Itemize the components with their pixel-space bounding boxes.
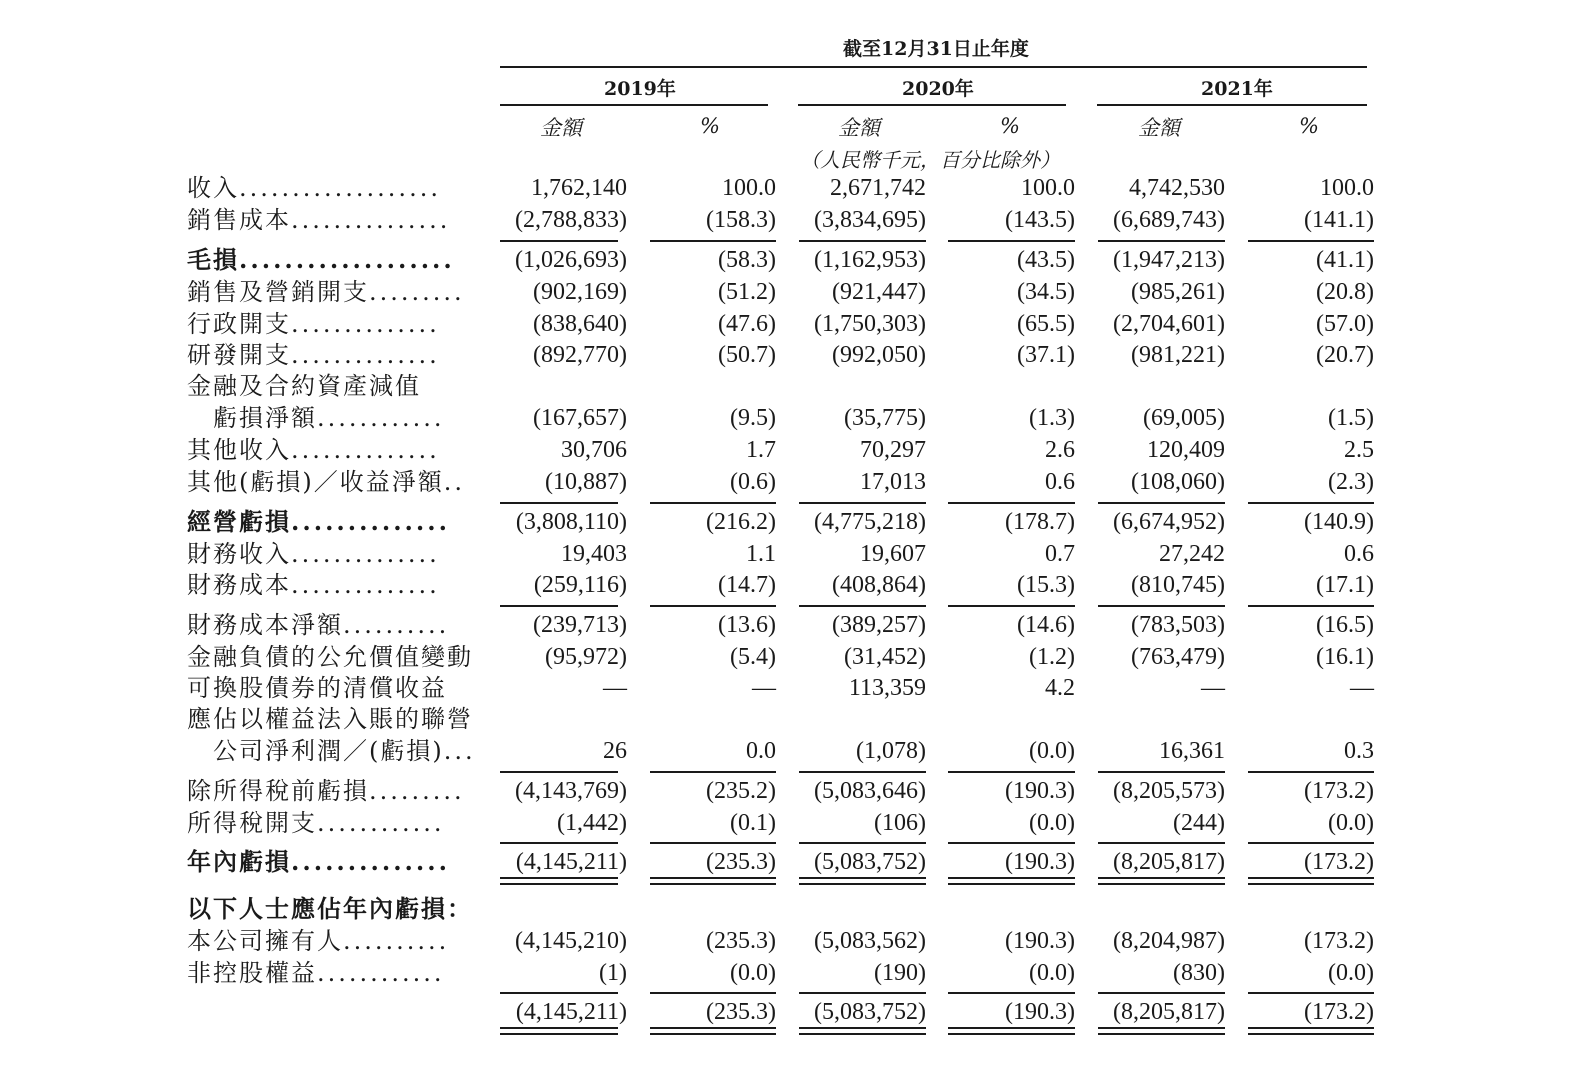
total-double-rule [500,1027,618,1035]
cell-amount-2020: (5,083,752) [814,849,926,875]
subtotal-rule [1098,502,1225,504]
cell-percent-2020: 100.0 [1021,175,1075,201]
row-label [187,172,441,204]
subtotal-rule [1098,842,1225,844]
total-double-rule [948,1027,1075,1035]
cell-amount-2019: (4,145,211) [515,999,627,1025]
row-label-text: 銷售成本 [187,206,291,234]
cell-amount-2019: (4,145,210) [515,928,627,954]
subtotal-rule [650,502,776,504]
cell-amount-2020: (4,775,218) [814,509,926,535]
cell-amount-2019: — [603,675,627,701]
cell-percent-2021: (141.1) [1304,207,1374,233]
cell-percent-2021: (0.0) [1328,810,1374,836]
row-label [187,339,440,371]
cell-percent-2019: 1.7 [746,437,776,463]
row-label-text: 應佔以權益法入賬的聯營 [187,705,473,733]
percent-header-2020: % [1000,114,1020,138]
cell-percent-2020: 4.2 [1045,675,1075,701]
row-label-text: 所得稅開支 [187,809,317,837]
cell-amount-2019: 26 [603,738,627,764]
cell-amount-2020: (5,083,646) [814,778,926,804]
cell-amount-2021: 27,242 [1159,541,1225,567]
cell-amount-2021: (69,005) [1143,405,1225,431]
cell-percent-2020: (34.5) [1017,279,1075,305]
cell-amount-2021: (2,704,601) [1113,311,1225,337]
subtotal-rule [799,992,926,994]
row-label [187,775,465,807]
cell-percent-2020: (0.0) [1029,738,1075,764]
subtotal-rule [500,992,618,994]
total-double-rule [650,877,776,885]
leader-dots: .......... [343,611,450,639]
amount-header-2019: 金額 [540,116,582,140]
leader-dots: .......... [343,927,450,955]
percent-header-2019: % [700,114,720,138]
row-label [187,846,450,878]
subtotal-rule [500,771,618,773]
cell-percent-2021: (57.0) [1316,311,1374,337]
cell-percent-2019: (0.6) [730,469,776,495]
cell-percent-2021: (140.9) [1304,509,1374,535]
row-label-text: 經營虧損 [187,507,291,536]
cell-amount-2019: 1,762,140 [531,175,627,201]
row-label-text: 其他收入 [187,436,291,464]
leader-dots: .............. [291,571,440,599]
cell-amount-2021: (8,204,987) [1113,928,1225,954]
total-double-rule [1248,1027,1374,1035]
cell-percent-2021: (20.7) [1316,342,1374,368]
cell-percent-2019: (235.3) [706,999,776,1025]
cell-percent-2019: (235.3) [706,849,776,875]
cell-amount-2019: (892,770) [533,342,627,368]
cell-amount-2021: (810,745) [1131,572,1225,598]
row-label-text: 毛損 [187,245,239,274]
cell-amount-2019: (3,808,110) [515,509,627,535]
cell-percent-2021: (20.8) [1316,279,1374,305]
leader-dots: ......... [369,278,465,306]
cell-percent-2019: (235.3) [706,928,776,954]
row-label [187,893,473,925]
subtotal-rule [500,605,618,607]
leader-dots: .............. [291,507,450,536]
cell-percent-2019: (9.5) [730,405,776,431]
cell-percent-2020: 2.6 [1045,437,1075,463]
cell-amount-2020: (5,083,752) [814,999,926,1025]
cell-amount-2019: (1,442) [557,810,627,836]
cell-amount-2021: (6,689,743) [1113,207,1225,233]
cell-amount-2020: (35,775) [844,405,926,431]
row-label [187,466,465,498]
row-label-text: 以下人士應佔年內虧損： [187,894,473,923]
leader-dots: .............. [291,436,440,464]
cell-amount-2019: (95,972) [545,644,627,670]
cell-percent-2019: 100.0 [722,175,776,201]
cell-amount-2020: (921,447) [832,279,926,305]
total-double-rule [799,877,926,885]
year-2021-rule [1097,104,1367,106]
cell-percent-2021: (173.2) [1304,778,1374,804]
cell-amount-2019: (838,640) [533,311,627,337]
cell-amount-2020: 17,013 [860,469,926,495]
cell-percent-2021: (41.1) [1316,247,1374,273]
subtotal-rule [1098,605,1225,607]
cell-percent-2020: (1.2) [1029,644,1075,670]
cell-percent-2021: (173.2) [1304,849,1374,875]
cell-percent-2021: (173.2) [1304,928,1374,954]
leader-dots: ................... [239,245,455,274]
row-label-text: 可換股債券的清償收益 [187,674,447,702]
row-label [187,538,440,570]
cell-percent-2019: (0.0) [730,960,776,986]
cell-percent-2020: (190.3) [1005,778,1075,804]
row-label-text: 行政開支 [187,310,291,338]
cell-percent-2020: (43.5) [1017,247,1075,273]
subtotal-rule [650,240,776,242]
subtotal-rule [500,842,618,844]
cell-percent-2020: (143.5) [1005,207,1075,233]
row-label [187,308,440,340]
cell-amount-2020: (106) [874,810,926,836]
subtotal-rule [948,502,1075,504]
cell-percent-2020: (14.6) [1017,612,1075,638]
cell-percent-2019: (5.4) [730,644,776,670]
total-double-rule [650,1027,776,1035]
leader-dots: .............. [291,847,450,876]
cell-amount-2021: (981,221) [1131,342,1225,368]
cell-amount-2019: (1) [599,960,627,986]
cell-amount-2020: (1,162,953) [814,247,926,273]
cell-percent-2021: — [1350,675,1374,701]
subtotal-rule [948,605,1075,607]
leader-dots: ................... [239,174,441,202]
cell-percent-2020: 0.6 [1045,469,1075,495]
cell-percent-2019: (50.7) [718,342,776,368]
cell-percent-2020: (0.0) [1029,960,1075,986]
cell-percent-2019: (58.3) [718,247,776,273]
cell-amount-2021: 120,409 [1147,437,1225,463]
subtotal-rule [799,842,926,844]
cell-amount-2021: 16,361 [1159,738,1225,764]
subtotal-rule [948,842,1075,844]
cell-percent-2020: (190.3) [1005,849,1075,875]
total-double-rule [1098,877,1225,885]
row-label [187,703,473,735]
cell-percent-2021: (16.1) [1316,644,1374,670]
subtotal-rule [1098,240,1225,242]
year-2021-heading: 2021年 [1201,78,1273,100]
cell-percent-2019: (51.2) [718,279,776,305]
subtotal-rule [1248,502,1374,504]
subtotal-rule [500,502,618,504]
row-label-text: 收入 [187,174,239,202]
cell-amount-2021: (830) [1173,960,1225,986]
cell-percent-2020: (190.3) [1005,928,1075,954]
cell-amount-2021: 4,742,530 [1129,175,1225,201]
row-label-text: 金融及合約資產減值 [187,372,421,400]
cell-percent-2021: 100.0 [1320,175,1374,201]
subtotal-rule [1098,771,1225,773]
year-2019-rule [500,104,768,106]
period-heading: 截至12月31日止年度 [843,38,1029,60]
cell-amount-2020: 113,359 [848,675,926,701]
percent-header-2021: % [1299,114,1319,138]
cell-amount-2020: 19,607 [860,541,926,567]
cell-amount-2021: (1,947,213) [1113,247,1225,273]
row-label [187,569,440,601]
row-label-text: 除所得稅前虧損 [187,777,369,805]
row-label-text: 非控股權益 [187,959,317,987]
cell-amount-2019: (2,788,833) [515,207,627,233]
row-label [187,204,450,236]
cell-amount-2020: (1,078) [856,738,926,764]
leader-dots: ............... [291,206,451,234]
cell-amount-2020: 2,671,742 [830,175,926,201]
cell-percent-2020: (190.3) [1005,999,1075,1025]
subtotal-rule [650,605,776,607]
total-double-rule [500,877,618,885]
cell-percent-2020: (65.5) [1017,311,1075,337]
cell-percent-2021: (173.2) [1304,999,1374,1025]
cell-percent-2021: (16.5) [1316,612,1374,638]
cell-amount-2020: (1,750,303) [814,311,926,337]
cell-percent-2021: (0.0) [1328,960,1374,986]
row-label-text: 公司淨利潤／(虧損) [187,737,444,765]
subtotal-rule [650,992,776,994]
cell-percent-2019: (13.6) [718,612,776,638]
leader-dots: ............ [317,809,445,837]
leader-dots: .. [443,468,465,496]
subtotal-rule [948,992,1075,994]
subtotal-rule [1248,605,1374,607]
cell-amount-2021: (985,261) [1131,279,1225,305]
year-2019-heading: 2019年 [604,78,676,100]
cell-amount-2019: (902,169) [533,279,627,305]
row-label [187,244,455,276]
total-double-rule [948,877,1075,885]
subtotal-rule [1098,992,1225,994]
leader-dots: .............. [291,540,440,568]
cell-percent-2019: 0.0 [746,738,776,764]
cell-amount-2019: (259,116) [533,572,627,598]
cell-percent-2019: (235.2) [706,778,776,804]
cell-amount-2021: (6,674,952) [1113,509,1225,535]
leader-dots: ......... [369,777,465,805]
cell-amount-2020: (31,452) [844,644,926,670]
total-double-rule [799,1027,926,1035]
subtotal-rule [1248,240,1374,242]
cell-amount-2021: (244) [1173,810,1225,836]
cell-percent-2019: 1.1 [746,541,776,567]
cell-percent-2020: 0.7 [1045,541,1075,567]
subtotal-rule [799,502,926,504]
cell-percent-2021: 2.5 [1344,437,1374,463]
cell-percent-2021: (17.1) [1316,572,1374,598]
cell-amount-2021: — [1201,675,1225,701]
cell-amount-2019: 19,403 [561,541,627,567]
cell-amount-2019: (10,887) [545,469,627,495]
subtotal-rule [799,240,926,242]
row-label-text: 銷售及營銷開支 [187,278,369,306]
subtotal-rule [1248,992,1374,994]
row-label-text: 本公司擁有人 [187,927,343,955]
cell-amount-2019: (239,713) [533,612,627,638]
year-2020-rule [798,104,1066,106]
row-label-text: 財務成本 [187,571,291,599]
cell-percent-2020: (1.3) [1029,405,1075,431]
period-rule [500,66,1367,68]
cell-amount-2019: (167,657) [533,405,627,431]
cell-percent-2020: (0.0) [1029,810,1075,836]
cell-amount-2020: (408,864) [832,572,926,598]
row-label [187,402,445,434]
cell-percent-2019: (158.3) [706,207,776,233]
row-label-text: 年內虧損 [187,847,291,876]
total-double-rule [1248,877,1374,885]
cell-percent-2021: (1.5) [1328,405,1374,431]
cell-amount-2019: 30,706 [561,437,627,463]
subtotal-rule [500,240,618,242]
subtotal-rule [1248,842,1374,844]
subtotal-rule [799,605,926,607]
subtotal-rule [650,842,776,844]
cell-percent-2019: (0.1) [730,810,776,836]
cell-amount-2019: (4,143,769) [515,778,627,804]
amount-header-2020: 金額 [838,116,880,140]
row-label-text: 其他(虧損)／收益淨額 [187,468,444,496]
amount-header-2021: 金額 [1138,116,1180,140]
row-label [187,957,445,989]
cell-amount-2020: 70,297 [860,437,926,463]
cell-amount-2021: (8,205,573) [1113,778,1225,804]
cell-percent-2019: (216.2) [706,509,776,535]
cell-percent-2020: (178.7) [1005,509,1075,535]
subtotal-rule [948,240,1075,242]
subtotal-rule [1248,771,1374,773]
subtotal-rule [650,771,776,773]
cell-percent-2019: — [752,675,776,701]
row-label [187,276,465,308]
row-label [187,370,421,402]
leader-dots: .............. [291,310,440,338]
cell-amount-2020: (3,834,695) [814,207,926,233]
cell-amount-2021: (783,503) [1131,612,1225,638]
cell-amount-2020: (992,050) [832,342,926,368]
cell-amount-2019: (4,145,211) [515,849,627,875]
cell-amount-2021: (763,479) [1131,644,1225,670]
year-2020-heading: 2020年 [902,78,974,100]
unit-note: （人民幣千元，百分比除外） [800,148,1060,172]
cell-amount-2019: (1,026,693) [515,247,627,273]
row-label [187,925,449,957]
row-label [187,609,449,641]
leader-dots: ............ [317,959,445,987]
leader-dots: ............ [317,404,445,432]
cell-percent-2020: (37.1) [1017,342,1075,368]
row-label [187,434,440,466]
cell-percent-2019: (47.6) [718,311,776,337]
subtotal-rule [799,771,926,773]
row-label-text: 虧損淨額 [187,404,317,432]
row-label-text: 金融負債的公允價值變動 [187,643,473,671]
row-label-text: 研發開支 [187,341,291,369]
cell-percent-2021: 0.3 [1344,738,1374,764]
row-label [187,506,450,538]
leader-dots: .............. [291,341,440,369]
row-label [187,807,445,839]
cell-amount-2021: (8,205,817) [1113,999,1225,1025]
leader-dots: ... [443,737,476,765]
total-double-rule [1098,1027,1225,1035]
row-label-text: 財務成本淨額 [187,611,343,639]
row-label [187,672,447,704]
cell-amount-2020: (389,257) [832,612,926,638]
cell-amount-2021: (108,060) [1131,469,1225,495]
row-label-text: 財務收入 [187,540,291,568]
cell-amount-2020: (5,083,562) [814,928,926,954]
cell-percent-2021: (2.3) [1328,469,1374,495]
cell-percent-2021: 0.6 [1344,541,1374,567]
subtotal-rule [948,771,1075,773]
cell-percent-2019: (14.7) [718,572,776,598]
cell-percent-2020: (15.3) [1017,572,1075,598]
cell-amount-2020: (190) [874,960,926,986]
cell-amount-2021: (8,205,817) [1113,849,1225,875]
